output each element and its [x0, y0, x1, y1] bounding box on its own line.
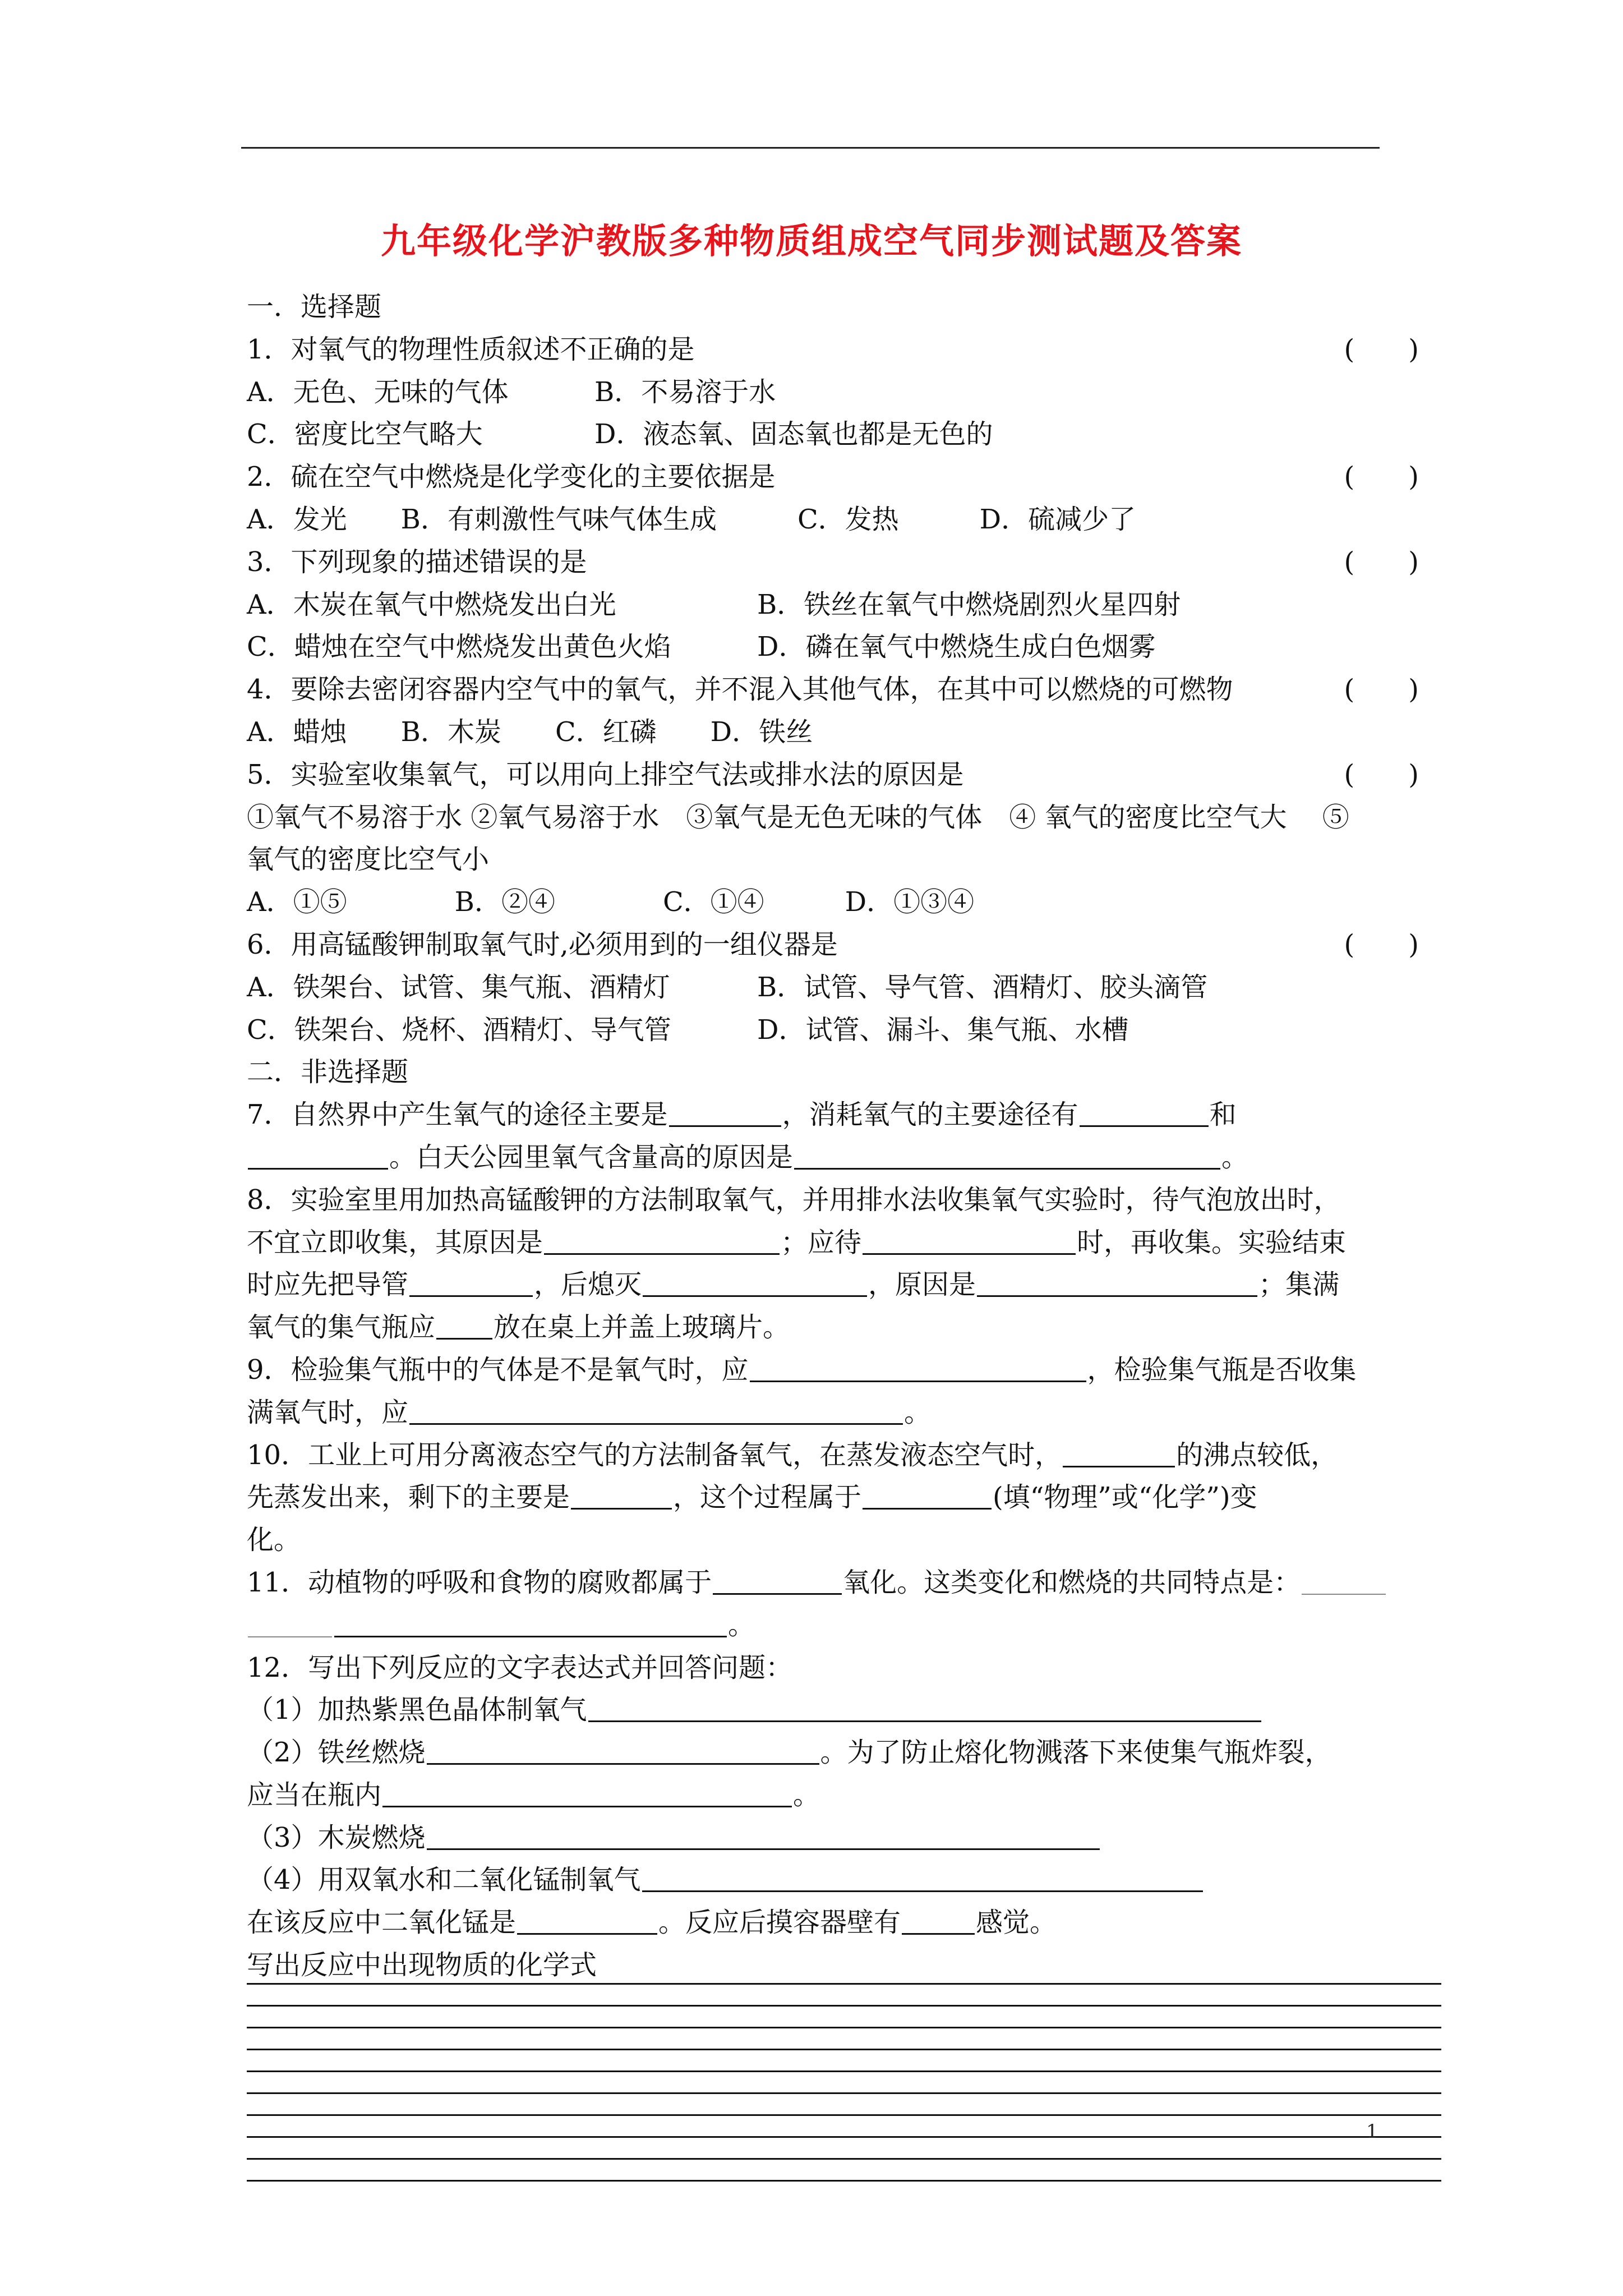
question-text: 氧化。这类变化和燃烧的共同特点是：	[843, 1566, 1301, 1598]
exam-content	[247, 286, 1441, 1987]
answer-blank[interactable]	[863, 1481, 992, 1510]
question-text: 7．自然界中产生氧气的途径主要是	[247, 1099, 668, 1131]
answer-blank[interactable]	[902, 1906, 975, 1935]
statement-list: ①氧气不易溶于水 ②氧气易溶于水 ③氧气是无色无味的气体 ④ 氧气的密度比空气大 ⑤	[247, 801, 1349, 833]
question-text: (填“物理”或“化学”)变	[993, 1481, 1257, 1513]
option: C．铁架台、烧杯、酒精灯、导气管	[247, 1014, 671, 1046]
question-text: 放在桌上并盖上玻璃片。	[494, 1312, 790, 1343]
answer-blank[interactable]	[427, 1736, 819, 1765]
answer-blank[interactable]	[713, 1566, 842, 1595]
fill-question	[247, 1859, 1441, 1902]
option: A．铁架台、试管、集气瓶、酒精灯	[247, 971, 670, 1003]
answer-paren: ( )	[1344, 674, 1419, 706]
answer-blank[interactable]	[248, 1609, 332, 1637]
question-stem	[247, 669, 1441, 711]
question-text: 。	[1221, 1141, 1249, 1173]
question-text: 和	[1209, 1099, 1237, 1131]
fill-question: 8．实验室里用加热高锰酸钾的方法制取氧气，并用排水法收集氧气实验时，待气泡放出时，	[247, 1184, 1341, 1216]
question-text: 10．工业上可用分离液态空气的方法制备氧气，在蒸发液态空气时，	[247, 1439, 1062, 1471]
question-text: 应当在瓶内	[247, 1779, 382, 1811]
option: D．试管、漏斗、集气瓶、水槽	[757, 1014, 1129, 1046]
question-stem	[247, 541, 1441, 584]
question-text: 感觉。	[976, 1907, 1057, 1939]
answer-blank[interactable]	[334, 1609, 727, 1637]
question-text: 满氧气时，应	[247, 1396, 409, 1428]
page-title: 九年级化学沪教版多种物质组成空气同步测试题及答案	[380, 220, 1242, 261]
question-text: （4）用双氧水和二氧化锰制氧气	[247, 1864, 641, 1896]
answer-blank[interactable]	[977, 1268, 1257, 1297]
answer-blank[interactable]	[1063, 1439, 1175, 1467]
fill-question	[247, 1817, 1441, 1860]
answer-blank[interactable]	[750, 1354, 1086, 1382]
option-row: A．蜡烛 B．木炭 C．红磷 D．铁丝	[247, 716, 813, 748]
question-text: 的沸点较低，	[1176, 1439, 1338, 1471]
question-text: 4．要除去密闭容器内空气中的氧气，并不混入其他气体，在其中可以燃烧的可燃物	[247, 674, 1233, 706]
answer-blank[interactable]	[248, 1141, 388, 1170]
question-text: ；应待	[781, 1226, 862, 1258]
answer-paren: ( )	[1344, 546, 1419, 578]
answer-paren: ( )	[1344, 333, 1419, 365]
option-row: A．①⑤ B．②④ C．①④ D．①③④	[247, 886, 975, 918]
option: D．磷在氧气中燃烧生成白色烟雾	[757, 631, 1156, 663]
question-text: ，这个过程属于	[673, 1481, 862, 1513]
option: C．密度比空气略大	[247, 418, 483, 450]
fill-question	[247, 1264, 1441, 1306]
option: C．蜡烛在空气中燃烧发出黄色火焰	[247, 631, 671, 663]
answer-blank[interactable]	[643, 1268, 867, 1297]
question-text: 1．对氧气的物理性质叙述不正确的是	[247, 333, 695, 365]
fill-question	[247, 1137, 1441, 1179]
question-text: 9．检验集气瓶中的气体是不是氧气时，应	[247, 1354, 749, 1386]
answer-blank[interactable]	[436, 1311, 492, 1340]
answer-blank[interactable]	[669, 1098, 781, 1127]
question-text: ，检验集气瓶是否收集	[1087, 1354, 1357, 1386]
question-stem: 12．写出下列反应的文字表达式并回答问题：	[247, 1651, 793, 1683]
answer-blank[interactable]	[1080, 1098, 1209, 1127]
fill-question	[247, 1562, 1441, 1604]
fill-question	[247, 1306, 1441, 1349]
option: A．无色、无味的气体	[247, 376, 509, 408]
section-heading: 二．非选择题	[247, 1056, 409, 1088]
fill-question	[247, 1604, 1441, 1647]
question-text: （2）铁丝燃烧	[247, 1737, 426, 1769]
answer-paren: ( )	[1344, 461, 1419, 493]
question-text: ，消耗氧气的主要途径有	[782, 1099, 1078, 1131]
question-text: 。	[793, 1779, 820, 1811]
question-text: 2．硫在空气中燃烧是化学变化的主要依据是	[247, 461, 776, 493]
page-number: 1	[1366, 2120, 1378, 2143]
question-text: ，原因是	[868, 1269, 976, 1301]
option: A．木炭在氧气中燃烧发出白光	[247, 588, 616, 620]
answer-blank[interactable]	[382, 1779, 792, 1807]
option-row	[247, 413, 1441, 456]
answer-blank[interactable]	[794, 1141, 1220, 1170]
question-text: 。	[728, 1609, 755, 1641]
answer-blank[interactable]	[571, 1481, 672, 1510]
answer-blank[interactable]	[517, 1906, 657, 1935]
option-row	[247, 1009, 1441, 1052]
header-rule	[241, 147, 1380, 149]
fill-question: 化。	[247, 1524, 301, 1556]
option: B．铁丝在氧气中燃烧剧烈火星四射	[757, 588, 1181, 620]
fill-question	[247, 1774, 1441, 1817]
question-text: （3）木炭燃烧	[247, 1821, 426, 1853]
option-row	[247, 626, 1441, 669]
fill-question	[247, 1732, 1441, 1774]
question-stem	[247, 924, 1441, 967]
fill-question	[247, 1222, 1441, 1264]
question-text: 。	[904, 1396, 932, 1428]
question-stem	[247, 329, 1441, 371]
fill-question	[247, 1902, 1441, 1944]
question-text: 。为了防止熔化物溅落下来使集气瓶炸裂，	[820, 1737, 1332, 1769]
option-row	[247, 371, 1441, 414]
fill-question	[247, 1689, 1441, 1732]
question-text: ，后熄灭	[534, 1269, 642, 1301]
fill-question	[247, 1476, 1441, 1519]
answer-blank[interactable]	[588, 1694, 1261, 1722]
question-text: 时，再收集。实验结束	[1077, 1226, 1347, 1258]
answer-paren: ( )	[1344, 928, 1419, 960]
answer-blank[interactable]	[1302, 1567, 1386, 1595]
option-row	[247, 967, 1441, 1009]
question-text: 在该反应中二氧化锰是	[247, 1907, 517, 1939]
question-text: 时应先把导管	[247, 1269, 409, 1301]
question-text: 先蒸发出来，剩下的主要是	[247, 1481, 570, 1513]
option-row: A．发光 B．有刺激性气味气体生成 C．发热 D．硫减少了	[247, 503, 1136, 535]
question-stem	[247, 456, 1441, 499]
question-text: 。反应后摸容器壁有	[658, 1907, 901, 1939]
answer-blank[interactable]	[544, 1226, 780, 1255]
statement-list: 氧气的密度比空气小	[247, 844, 490, 876]
answer-writing-lines[interactable]	[247, 1983, 1441, 2202]
question-text: 氧气的集气瓶应	[247, 1312, 436, 1343]
question-text: 不宜立即收集，其原因是	[247, 1226, 543, 1258]
answer-blank[interactable]	[863, 1226, 1076, 1255]
question-text: 6．用高锰酸钾制取氧气时,必须用到的一组仪器是	[247, 928, 838, 960]
fill-question	[247, 1434, 1441, 1477]
option: B．试管、导气管、酒精灯、胶头滴管	[757, 971, 1208, 1003]
question-text: 11．动植物的呼吸和食物的腐败都属于	[247, 1566, 712, 1598]
fill-question	[247, 1094, 1441, 1137]
section-heading: 一．选择题	[247, 291, 382, 323]
option-row	[247, 584, 1441, 627]
question-text: 5．实验室收集氧气，可以用向上排空气法或排水法的原因是	[247, 758, 964, 790]
option: B．不易溶于水	[594, 376, 776, 408]
question-stem	[247, 754, 1441, 797]
answer-blank[interactable]	[642, 1864, 1203, 1892]
question-text: 3．下列现象的描述错误的是	[247, 546, 587, 578]
fill-question	[247, 1392, 1441, 1434]
option: D．液态氧、固态氧也都是无色的	[594, 418, 993, 450]
question-text: ；集满	[1258, 1269, 1340, 1301]
fill-question	[247, 1349, 1441, 1392]
answer-blank[interactable]	[409, 1396, 903, 1425]
question-text: （1）加热紫黑色晶体制氧气	[247, 1694, 587, 1726]
answer-blank[interactable]	[409, 1268, 533, 1297]
answer-blank[interactable]	[427, 1821, 1100, 1850]
fill-question: 写出反应中出现物质的化学式	[247, 1949, 597, 1981]
question-text: 。白天公园里氧气含量高的原因是	[389, 1141, 794, 1173]
answer-paren: ( )	[1344, 758, 1419, 790]
